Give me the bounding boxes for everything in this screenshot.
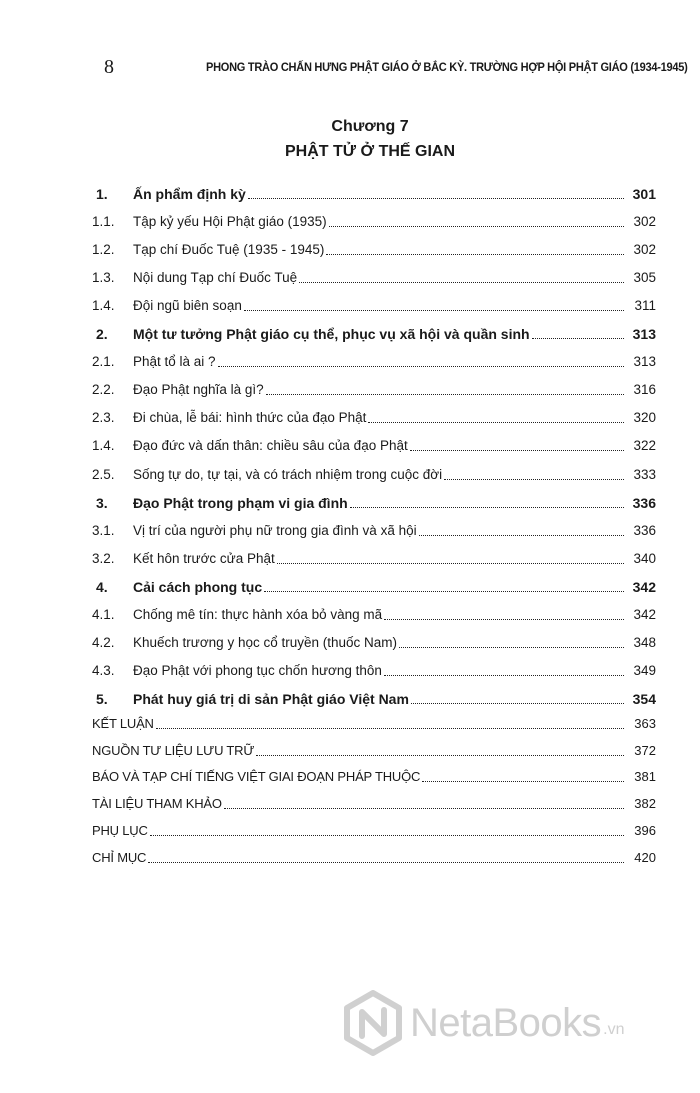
- page-header: [0, 52, 700, 80]
- watermark-brand: NetaBooks: [410, 1000, 602, 1045]
- toc-entry-number: 1.: [96, 186, 108, 203]
- dot-leader: [368, 422, 624, 423]
- toc-entry-row: [92, 733, 656, 760]
- toc-entry-number: 4.3.: [92, 662, 115, 678]
- toc-entry-page: 420: [634, 849, 656, 865]
- toc-entry-number: 3.: [96, 494, 108, 511]
- dot-leader: [218, 366, 624, 367]
- toc-entry-title: Khuếch trương y học cổ truyền (thuốc Nam): [133, 634, 398, 650]
- chapter-label: Chương 7: [331, 118, 409, 135]
- toc-entry-page: 349: [633, 662, 656, 678]
- toc-entry-page: 336: [633, 522, 656, 538]
- toc-entry-page: 302: [633, 242, 656, 258]
- toc-entry-row: [92, 540, 656, 568]
- toc-entry-number: 5.: [96, 690, 108, 707]
- dot-leader: [266, 394, 624, 395]
- toc-entry-row: [92, 596, 656, 624]
- back-matter-list: [92, 706, 656, 867]
- toc-entry-number: 1.4.: [92, 438, 115, 454]
- toc-entry-page: 354: [632, 690, 656, 707]
- dot-leader: [148, 862, 624, 863]
- toc-entry-row: [92, 706, 656, 733]
- toc-section-row: [92, 175, 656, 203]
- toc-entry-page: 322: [633, 438, 656, 454]
- toc-section-row: [92, 680, 656, 708]
- toc-entry-row: [92, 512, 656, 540]
- toc-entry-page: 363: [634, 715, 656, 731]
- toc-entry-title: Kết hôn trước cửa Phật: [133, 550, 275, 566]
- dot-leader: [264, 591, 624, 592]
- dot-leader: [384, 619, 624, 620]
- toc-section-row: [92, 568, 656, 596]
- toc-entry-title: Nội dung Tạp chí Đuốc Tuệ: [133, 270, 298, 286]
- toc-entry-number: 1.4.: [92, 298, 115, 314]
- toc-entry-row: [92, 813, 656, 840]
- toc-entry-row: [92, 399, 656, 427]
- dot-leader: [299, 282, 624, 283]
- toc-entry-number: 4.: [96, 578, 108, 595]
- table-of-contents: [92, 175, 656, 708]
- toc-entry-title: BÁO VÀ TẠP CHÍ TIẾNG VIỆT GIAI ĐOẠN PHÁP THUỘC: [92, 769, 421, 785]
- dot-leader: [399, 647, 624, 648]
- toc-entry-title: Đạo đức và dấn thân: chiều sâu của đạo Phật: [133, 438, 408, 454]
- toc-entry-page: 336: [632, 494, 656, 511]
- toc-entry-row: [92, 343, 656, 371]
- toc-entry-page: 316: [633, 382, 656, 398]
- dot-leader: [150, 835, 624, 836]
- toc-entry-title: Đạo Phật nghĩa là gì?: [133, 382, 264, 398]
- toc-entry-row: [92, 786, 656, 813]
- toc-entry-page: 342: [632, 578, 656, 595]
- toc-entry-page: 313: [633, 354, 656, 370]
- toc-entry-title: Đạo Phật với phong tục chốn hương thôn: [133, 662, 382, 678]
- toc-entry-page: 348: [633, 634, 656, 650]
- toc-entry-title: KẾT LUẬN: [92, 715, 154, 731]
- toc-entry-title: Cải cách phong tục: [133, 578, 263, 595]
- toc-entry-title: Một tư tưởng Phật giáo cụ thể, phục vụ xã hội và quần sinh: [133, 326, 530, 343]
- toc-entry-title: NGUỒN TƯ LIỆU LƯU TRỮ: [92, 742, 255, 758]
- toc-entry-title: Vị trí của người phụ nữ trong gia đình và xã hội: [133, 522, 417, 538]
- dot-leader: [422, 781, 624, 782]
- toc-entry-number: 1.1.: [92, 214, 115, 230]
- toc-entry-page: 340: [633, 550, 656, 566]
- running-head: PHONG TRÀO CHẤN HƯNG PHẬT GIÁO Ở BẮC KỲ. TRƯỜNG HỢP HỘI PHẬT GIÁO (1934-1945): [206, 60, 688, 74]
- toc-entry-page: 301: [632, 186, 656, 203]
- toc-entry-row: [92, 455, 656, 483]
- toc-entry-row: [92, 203, 656, 231]
- dot-leader: [410, 450, 624, 451]
- toc-entry-title: Chống mê tín: thực hành xóa bỏ vàng mã: [133, 606, 383, 622]
- watermark: [342, 988, 672, 1058]
- toc-entry-title: Phật tổ là ai ?: [133, 354, 216, 370]
- toc-entry-number: 4.1.: [92, 606, 115, 622]
- dot-leader: [411, 703, 624, 704]
- toc-entry-title: Phát huy giá trị di sản Phật giáo Việt Nam: [133, 690, 409, 707]
- toc-entry-row: [92, 231, 656, 259]
- watermark-suffix: .vn: [603, 1021, 625, 1038]
- toc-entry-number: 2.1.: [92, 354, 115, 370]
- dot-leader: [248, 198, 624, 199]
- page-number: 8: [104, 56, 114, 78]
- toc-entry-title: CHỈ MỤC: [92, 849, 147, 865]
- chapter-title: PHẬT TỬ Ở THẾ GIAN: [284, 143, 456, 160]
- toc-entry-title: Đội ngũ biên soạn: [133, 298, 242, 314]
- toc-entry-title: Đạo Phật trong phạm vi gia đình: [133, 494, 348, 511]
- toc-entry-number: 4.2.: [92, 634, 115, 650]
- dot-leader: [350, 507, 624, 508]
- toc-entry-page: 381: [634, 769, 656, 785]
- dot-leader: [256, 755, 624, 756]
- toc-entry-title: Đi chùa, lễ bái: hình thức của đạo Phật: [133, 410, 367, 426]
- toc-entry-row: [92, 427, 656, 455]
- toc-entry-page: 302: [633, 214, 656, 230]
- toc-entry-title: Tạp chí Đuốc Tuệ (1935 - 1945): [133, 242, 325, 258]
- toc-entry-row: [92, 760, 656, 787]
- toc-entry-page: 372: [634, 742, 656, 758]
- toc-entry-title: TÀI LIỆU THAM KHẢO: [92, 796, 222, 812]
- toc-entry-number: 2.2.: [92, 382, 115, 398]
- netabooks-logo-icon: [342, 990, 404, 1056]
- toc-entry-title: PHỤ LỤC: [92, 822, 148, 838]
- toc-entry-row: [92, 287, 656, 315]
- toc-entry-row: [92, 371, 656, 399]
- dot-leader: [384, 675, 624, 676]
- toc-entry-number: 2.3.: [92, 410, 115, 426]
- toc-entry-page: 305: [633, 270, 656, 286]
- toc-entry-row: [92, 624, 656, 652]
- toc-entry-page: 382: [634, 796, 656, 812]
- toc-section-row: [92, 484, 656, 512]
- dot-leader: [419, 535, 624, 536]
- dot-leader: [156, 728, 624, 729]
- toc-entry-page: 313: [632, 326, 656, 343]
- toc-entry-number: 1.2.: [92, 242, 115, 258]
- toc-entry-number: 3.1.: [92, 522, 115, 538]
- toc-entry-row: [92, 652, 656, 680]
- dot-leader: [244, 310, 624, 311]
- toc-entry-number: 2.5.: [92, 466, 115, 482]
- toc-section-row: [92, 315, 656, 343]
- toc-entry-title: Sống tự do, tự tại, và có trách nhiệm trong cuộc đời: [133, 466, 443, 482]
- toc-entry-number: 3.2.: [92, 550, 115, 566]
- dot-leader: [224, 808, 624, 809]
- dot-leader: [444, 479, 624, 480]
- toc-entry-number: 2.: [96, 326, 108, 343]
- toc-entry-title: Ấn phẩm định kỳ: [133, 186, 246, 203]
- toc-entry-page: 320: [633, 410, 656, 426]
- dot-leader: [329, 226, 624, 227]
- toc-entry-row: [92, 259, 656, 287]
- toc-entry-page: 311: [634, 298, 656, 314]
- toc-entry-title: Tập kỷ yếu Hội Phật giáo (1935): [133, 214, 327, 230]
- toc-entry-page: 396: [634, 822, 656, 838]
- toc-entry-page: 342: [633, 606, 656, 622]
- dot-leader: [277, 563, 624, 564]
- toc-entry-number: 1.3.: [92, 270, 115, 286]
- toc-entry-page: 333: [633, 466, 656, 482]
- dot-leader: [532, 338, 624, 339]
- dot-leader: [326, 254, 624, 255]
- toc-entry-row: [92, 840, 656, 867]
